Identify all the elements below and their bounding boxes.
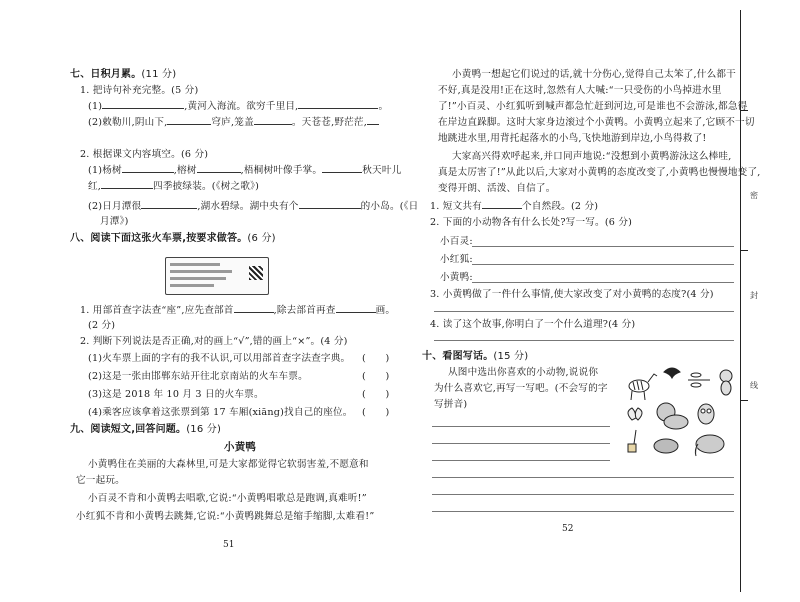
answer-line[interactable] [472,282,734,283]
monkey-icon [720,370,732,395]
answer-line[interactable] [434,311,734,312]
answer-line[interactable] [472,246,734,247]
rq4: 4. 读了这个故事,你明白了一个什么道理?(4 分) [430,319,636,330]
q8-2: 2. 判断下列说法是否正确,对的画上“√”,错的画上“×”。(4 分) [80,336,348,347]
story-line: 了!”小百灵、小红狐听到喊声都急忙赶到河边,可是谁也不会游泳,都急得 [438,101,748,112]
answer-bracket[interactable]: ( ) [362,407,390,418]
story-line: 小黄鸭一想起它们说过的话,就十分伤心,觉得自己太笨了,什么都干 [452,69,736,80]
writing-line[interactable] [432,443,610,444]
judge-item-1: (1)火车票上面的字有的我不认识,可以用部首查字法查字典。 [88,353,351,364]
story-line: 小黄鸭住在美丽的大森林里,可是大家都觉得它软弱害羞,不愿意和 [88,459,369,470]
story-line: 变得开朗、活泼、自信了。 [438,183,556,194]
binding-char: 密 [750,191,758,200]
binding-tick [740,250,748,251]
q2-line2: 红, 四季披绿装。(《树之歌》) [88,181,260,192]
animals-illustration [624,360,744,460]
story-line: 真是太厉害了!”从此以后,大家对小黄鸭的态度改变了,小黄鸭也慢慢地变了, [438,167,761,178]
zebra-icon [629,374,657,400]
qr-code-icon [249,266,263,280]
train-ticket-image [165,257,269,295]
sec7-title: 七、日积月累。(11 分) [70,69,177,80]
q2-title: 2. 根据课文内容填空。(6 分) [80,149,209,160]
story-title: 小黄鸭 [224,441,257,453]
story-line: 小百灵不肯和小黄鸭去唱歌,它说:“小黄鸭唱歌总是跑调,真难听!” [88,493,367,504]
page-number: 52 [562,524,574,534]
writing-line[interactable] [432,494,734,495]
writing-line[interactable] [432,511,734,512]
rq2: 2. 下面的小动物各有什么长处?写一写。(6 分) [430,217,633,228]
judge-item-2: (2)这是一张由邯郸东站开往北京南站的火车车票。 [88,371,308,382]
rhino-icon [654,439,678,453]
story-line: 小红狐不肯和小黄鸭去跳舞,它说:“小黄鸭跳舞总是缩手缩脚,太难看!” [76,511,375,522]
elephant-icon [695,435,724,456]
writing-line[interactable] [432,460,610,461]
sec10-title: 十、看图写话。(15 分) [422,351,529,362]
lion-icon [657,403,688,429]
binding-tick [740,400,748,401]
rq3: 3. 小黄鸭做了一件什么事情,使大家改变了对小黄鸭的态度?(4 分) [430,289,714,300]
sec10-line: 写拼音) [434,399,468,410]
judge-item-4: (4)乘客应该拿着这张票到第 17 车厢(xiāng)找自己的座位。 [88,407,353,418]
right-page [410,0,761,602]
page-number: 51 [223,540,235,550]
q8-1-score: (2 分) [88,320,116,331]
writing-line[interactable] [432,477,734,478]
swallow-icon [664,368,680,378]
story-line: 在岸边直跺脚。这时大家身边滚过个小黄鸭。小黄鸭立起来了,它顾不一切 [438,117,755,128]
sec10-line: 为什么喜欢它,再写一写吧。(不会写的字 [434,383,608,394]
q2-line3: (2)日月潭很 ,湖水碧绿。湖中央有个 的小岛。(《日 [88,201,419,212]
binding-margin [740,0,800,602]
q2-line4: 月潭》) [100,216,129,227]
animal-label: 小黄鸭: [440,272,473,283]
animal-label: 小红狐: [440,254,473,265]
judge-item-3: (3)这是 2018 年 10 月 3 日的火车票。 [88,389,264,400]
binding-tick [740,110,748,111]
story-line: 不好,真是没用!正在这时,忽然有人大喊:“一只受伤的小鸟掉进水里 [438,85,722,96]
binding-char: 线 [750,381,758,390]
q1-title: 1. 把诗句补充完整。(5 分) [80,85,199,96]
story-line: 它一起玩。 [76,475,125,486]
answer-bracket[interactable]: ( ) [362,389,390,400]
writing-line[interactable] [432,426,610,427]
dragonfly-icon [688,373,710,387]
answer-line[interactable] [472,264,734,265]
answer-line[interactable] [434,340,734,341]
q1-line2: (2)敕勒川,阴山下, 穹庐,笼盖 。天苍苍,野茫茫, [88,116,379,130]
sec9-title: 九、阅读短文,回答问题。(16 分) [70,424,222,435]
q8-1: 1. 用部首查字法查“座”,应先查部首 ,除去部首再查 画。 [80,305,396,316]
answer-bracket[interactable]: ( ) [362,353,390,364]
rq1: 1. 短文共有 个自然段。(2 分) [430,201,599,212]
q2-line1: (1)杨树 ,榕树 ,梧桐树叶像手掌。 秋天叶儿 [88,165,402,176]
giraffe-icon [628,430,636,452]
story-line: 地跳进水里,用背托起落水的小鸟,飞快地游到岸边,小鸟得救了! [438,133,707,144]
binding-char: 封 [750,291,758,300]
q1-line1: (1) ,黄河入海流。欲穷千里目, 。 [88,101,389,112]
sec8-title: 八、阅读下面这张火车票,按要求做答。(6 分) [70,233,276,244]
butterfly-icon [628,408,642,420]
sec10-line: 从图中选出你喜欢的小动物,说说你 [448,367,599,378]
binding-line [740,10,741,592]
answer-bracket[interactable]: ( ) [362,371,390,382]
animal-label: 小百灵: [440,236,473,247]
story-line: 大家高兴得欢呼起来,并口同声地说:“没想到小黄鸭游泳这么棒哇, [452,151,732,162]
owl-icon [698,404,714,424]
